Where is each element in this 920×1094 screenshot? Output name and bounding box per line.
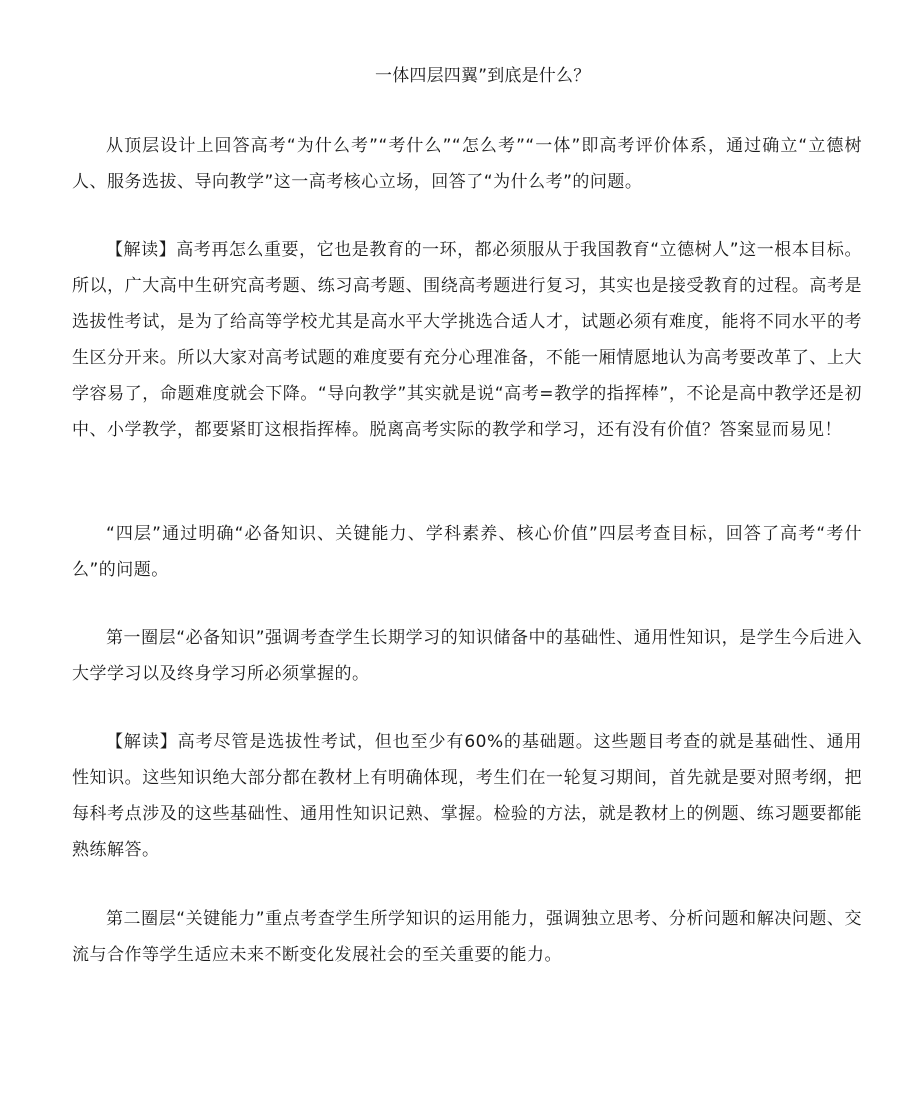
paragraph-interpretation-1: 【解读】高考再怎么重要，它也是教育的一环，都必须服从于我国教育“立德树人”这一根本目标。所以，广大高中生研究高考题、练习高考题、围绕高考题进行复习，其实也是接受教育的过程。高考是选拔性考试，是为了给高等学校尤其是高水平大学挑选合适人才，试题必须有难度，能将不同水平的考生区分开来。所以大家对高考试题的难度要有充分心理准备，不能一厢情愿地认为高考要改革了、上大学容易了，命题难度就会下降。“导向教学”其实就是说“高考=教学的指挥棒”，不论是高中教学还是初中、小学教学，都要紧盯这根指挥棒。脱离高考实际的教学和学习，还有没有价值？答案显而易见！ [72,240,862,440]
paragraph-interpretation-2: 【解读】高考尽管是选拔性考试，但也至少有60%的基础题。这些题目考查的就是基础性、通用性知识。这些知识绝大部分都在教材上有明确体现，考生们在一轮复习期间，首先就是要对照考纲，把每科考点涉及的这些基础性、通用性知识记熟、掌握。检验的方法，就是教材上的例题、练习题要都能熟练解答。 [72,732,862,860]
paragraph-first-layer: 第一圈层“必备知识”强调考查学生长期学习的知识储备中的基础性、通用性知识，是学生今后进入大学学习以及终身学习所必须掌握的。 [72,628,862,684]
paragraph-second-layer: 第二圈层“关键能力”重点考查学生所学知识的运用能力，强调独立思考、分析问题和解决问题、交流与合作等学生适应未来不断变化发展社会的至关重要的能力。 [72,909,862,965]
paragraph-one-body-three-wings: 从顶层设计上回答高考“为什么考”“考什么”“怎么考”“一体”即高考评价体系，通过确立“立德树人、服务选拔、导向教学”这一高考核心立场，回答了“为什么考”的问题。 [72,136,862,192]
paragraph-four-layers: “四层”通过明确“必备知识、关键能力、学科素养、核心价值”四层考查目标，回答了高考“考什么”的问题。 [72,524,862,580]
document-title: 一体四层四翼”到底是什么？ [375,66,591,86]
